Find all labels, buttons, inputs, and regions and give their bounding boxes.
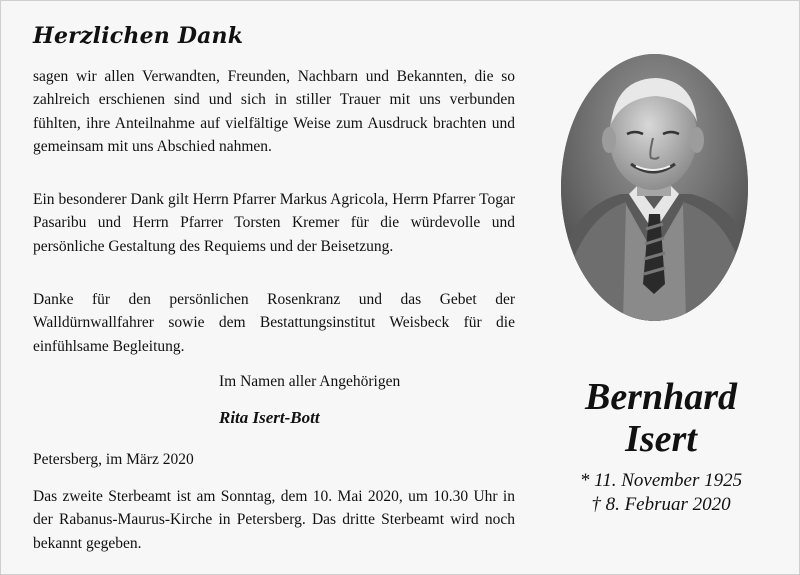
thanks-paragraph-2: Ein besonderer Dank gilt Herrn Pfarrer Markus Agricola, Herrn Pfarrer Togar Pasaribu und Herrn Pfarrer Torsten Kremer für die würdevolle und persönliche Gestaltung des Requiems und der Beisetzung.: [33, 191, 515, 255]
heading: Herzlichen Dank: [33, 23, 244, 49]
birth-date: * 11. November 1925: [579, 470, 743, 491]
deceased-last-name: Isert: [625, 418, 697, 460]
mass-notice: Das zweite Sterbeamt ist am Sonntag, dem 10. Mai 2020, um 10.30 Uhr in der Rabanus-Maurus-Kirche in Petersberg. Das dritte Sterbeamt wird noch bekannt gegeben.: [33, 488, 515, 552]
place-date: Petersberg, im März 2020: [33, 451, 194, 468]
deceased-first-name: Bernhard: [584, 376, 738, 418]
signer-name: Rita Isert-Bott: [219, 408, 320, 427]
thanks-paragraph-3: Danke für den persönlichen Rosenkranz und das Gebet der Walldürnwallfahrer sowie dem Bestattungsinstitut Weisbeck für die einfühlsame Begleitung.: [33, 291, 515, 355]
signoff: Im Namen aller Angehörigen: [219, 373, 401, 390]
thanks-paragraph-1: sagen wir allen Verwandten, Freunden, Nachbarn und Bekannten, die so zahlreich erschienen sind und sich in stiller Trauer mit uns verbunden fühlten, ihre Anteilnahme auf vielfältige Weise zum Ausdruck brachten und gemeinsam mit uns Abschied nahmen.: [33, 68, 515, 155]
portrait-image: [561, 54, 748, 321]
portrait-photo: [561, 54, 748, 321]
death-date: † 8. Februar 2020: [591, 494, 731, 515]
